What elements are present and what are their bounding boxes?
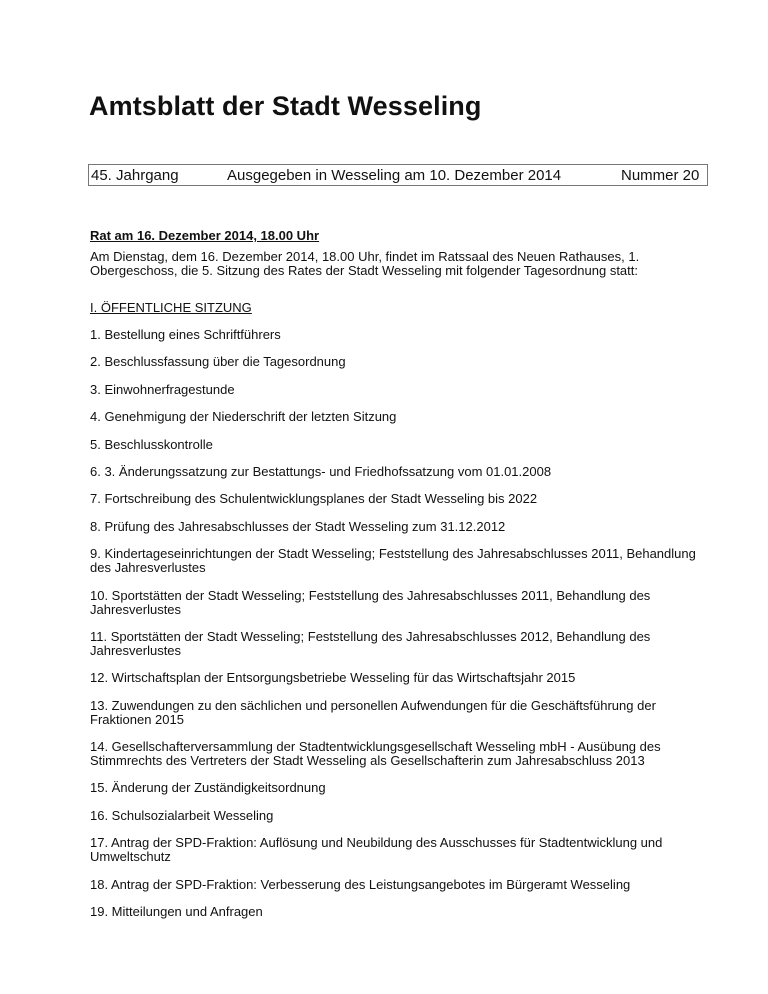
agenda-item: 3. Einwohnerfragestunde bbox=[90, 381, 235, 397]
agenda-item: 11. Sportstätten der Stadt Wesseling; Feststellung des Jahresabschlusses 2012, Behandlung des Jahresverlustes bbox=[90, 628, 651, 658]
agenda-item: 18. Antrag der SPD-Fraktion: Verbesserung des Leistungsangebotes im Bürgeramt Wesseling bbox=[90, 876, 631, 892]
agenda-item: 1. Bestellung eines Schriftführers bbox=[90, 327, 281, 342]
issue-info-box bbox=[88, 164, 708, 186]
meeting-intro: Am Dienstag, dem 16. Dezember 2014, 18.00 Uhr, findet im Ratssaal des Neuen Rathauses, 1. Obergeschoss, die 5. Sitzung des Rates der Stadt Wesseling mit folgender Tagesordnung statt: bbox=[90, 249, 640, 278]
agenda-item: 2. Beschlussfassung über die Tagesordnung bbox=[90, 354, 346, 370]
document-body bbox=[90, 229, 720, 932]
meeting-heading: Rat am 16. Dezember 2014, 18.00 Uhr bbox=[90, 228, 320, 243]
agenda-item: 8. Prüfung des Jahresabschlusses der Stadt Wesseling zum 31.12.2012 bbox=[90, 518, 506, 534]
agenda-item: 4. Genehmigung der Niederschrift der letzten Sitzung bbox=[90, 409, 397, 425]
agenda-item: 15. Änderung der Zuständigkeitsordnung bbox=[90, 780, 326, 796]
agenda-item: 12. Wirtschaftsplan der Entsorgungsbetriebe Wesseling für das Wirtschaftsjahr 2015 bbox=[90, 670, 576, 686]
agenda-item: 14. Gesellschafterversammlung der Stadtentwicklungsgesellschaft Wesseling mbH - Ausübung des Stimmrechts des Vertreters der Stadt Wesseling als Gesellschafterin zum Jahresabschluss 2013 bbox=[90, 739, 661, 769]
issue-date-label: Ausgegeben in Wesseling am 10. Dezember 2014 bbox=[227, 167, 562, 184]
agenda-item: 19. Mitteilungen und Anfragen bbox=[90, 904, 263, 920]
agenda-item: 5. Beschlusskontrolle bbox=[90, 436, 213, 452]
agenda-item: 9. Kindertageseinrichtungen der Stadt Wesseling; Feststellung des Jahresabschlusses 2011, Behandlung des Jahresverlustes bbox=[90, 546, 696, 576]
agenda-item: 16. Schulsozialarbeit Wesseling bbox=[90, 807, 274, 823]
agenda-list bbox=[90, 328, 720, 919]
agenda-item: 6. 3. Änderungssatzung zur Bestattungs- und Friedhofssatzung vom 01.01.2008 bbox=[90, 463, 552, 479]
document-title: Amtsblatt der Stadt Wesseling bbox=[89, 91, 482, 121]
volume-label: 45. Jahrgang bbox=[91, 167, 179, 184]
agenda-item: 10. Sportstätten der Stadt Wesseling; Feststellung des Jahresabschlusses 2011, Behandlung des Jahresverlustes bbox=[90, 587, 651, 617]
agenda-item: 13. Zuwendungen zu den sächlichen und personellen Aufwendungen für die Geschäftsführung der Fraktionen 2015 bbox=[90, 697, 656, 727]
agenda-item: 17. Antrag der SPD-Fraktion: Auflösung und Neubildung des Ausschusses für Stadtentwicklung und Umweltschutz bbox=[90, 835, 663, 865]
agenda-item: 7. Fortschreibung des Schulentwicklungsplanes der Stadt Wesseling bis 2022 bbox=[90, 491, 538, 507]
issue-number-label: Nummer 20 bbox=[621, 167, 700, 184]
section-heading: I. ÖFFENTLICHE SITZUNG bbox=[90, 300, 252, 315]
